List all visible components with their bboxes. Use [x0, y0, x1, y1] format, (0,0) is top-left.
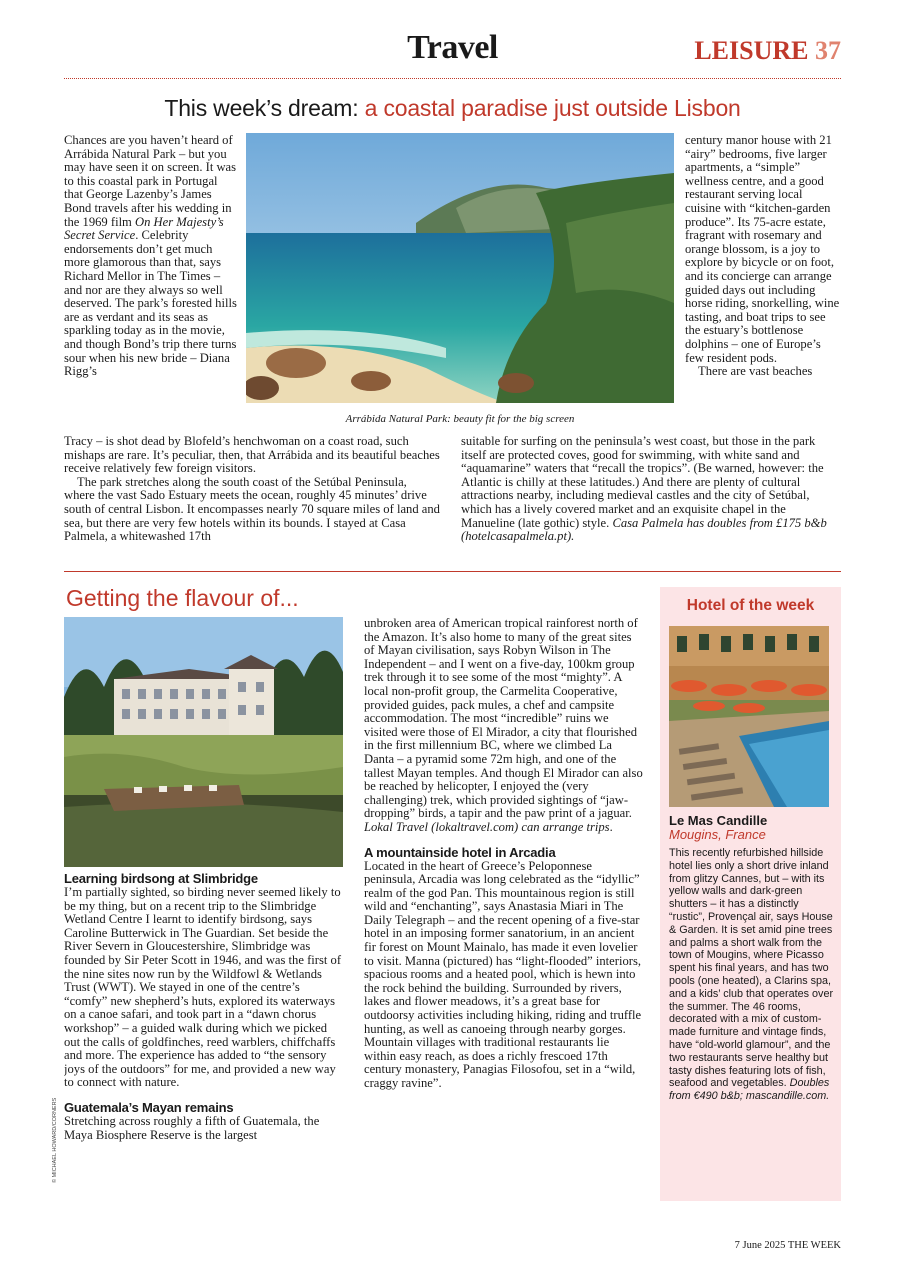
manna-hotel-photo-art: [64, 617, 343, 867]
hotel-name: Le Mas Candille: [669, 813, 768, 828]
photo-credit: © MICHAEL HOWARD/CORNERS: [52, 1097, 58, 1183]
dream-headline: [0, 94, 905, 122]
arrabida-photo-art: [246, 133, 674, 403]
section-title: Travel: [407, 29, 498, 66]
dream-right-para: century manor house with 21 “airy” bedrooms, five larger apartments, a “simple” wellness centre, and a good restaurant serving local cuisine with “kitchen-garden produce”. Its 75-acre estate, fragrant with rosemary and orange blossom, is a joy to explore by bicycle or on foot, and its concierge can arrange guided days out including horse riding, snorkelling, wine tasting, and boat trips to see the estuary’s bottlenose dolphins – one of Europe’s few resident pods.: [685, 134, 840, 365]
dream-text-right: [685, 134, 841, 444]
hotel-location: Mougins, France: [669, 827, 766, 842]
flavour-middle-column: unbroken area of American tropical rainforest north of the Amazon. It’s also home to many of the great sites of Mayan civilisation, says Robyn Wilson in The Independent – and I went on a five-day, 100km group trek through it to see some of the most “mighty”. A local non-profit group, the Carmelita Cooperative, provided guides, pack mules, a chef and campsite accommodation. The most “incredible” ruins we visited were those of El Mirador, a city that flourished in the first millennium BC, where we climbed La Danta – a pyramid some 72m high, and one of the tallest Mayan temples. And though El Mirador can also be reached by helicopter, I enjoyed the (very challenging) trek, which provided sightings of “jaw-dropping” birds, a tapir and the paw print of a jaguar. Lokal Travel (lokaltravel.com) can arrange trips. A mountainside hotel in Arcadia Located in the heart of Greece’s Peloponnese peninsula, Arcadia was long celebrated as the “idyllic” realm of the god Pan. This mountainous region is still wild and “enchanting”, says Anastasia Miari in The Daily Telegraph – and the recent opening of a five-star hotel in an imposing former sanatorium, in an ancient fir forest on Mount Mainalo, has made it even lovelier to visit. Manna (pictured) has “light-flooded” interiors, spacious rooms and a heated pool, which is hewn into the rock behind the building. Surrounded by rivers, lakes and flower meadows, it’s a great base for outdoorsy activities including hiking, riding and truffle hunting, as well as canoeing through nearby gorges. Mountain villages with traditional restaurants lie within easy reach, as does a richly frescoed 17th century monastery, Panagias Filosofou, set in a “wild, craggy ravine”.: [364, 617, 643, 1090]
hotel-heading: Hotel of the week: [686, 597, 815, 614]
page-label: [694, 36, 841, 66]
flavour-left-column: [64, 886, 346, 1208]
dream-text-bottom-right: [461, 435, 841, 561]
dream-right-indent: There are vast beaches: [698, 364, 813, 379]
section-divider: [64, 571, 841, 572]
footer-brand: THE WEEK: [787, 1240, 841, 1251]
dream-left-rest: . Celebrity endorsements don’t get much more glamorous than that, says Richard Mellor in The Times – and nor are they always so well deserved. The park’s forested hills are as verdant and its seas as sparkling today as in the movie, and though Bond’s trip there turns sour when his new bride – Diana Rigg’s: [64, 228, 237, 379]
arcadia-text: Located in the heart of Greece’s Peloponnese peninsula, Arcadia was long celebrated as the “idyllic” realm of the god Pan. This mountainous region is still wild and “enchanting”, says Anastasia Miari in The Daily Telegraph – and the recent opening of a five-star hotel in an imposing former sanatorium, in an ancient fir forest on Mount Mainalo, has made it even lovelier to visit. Manna (pictured) has “light-flooded” interiors, spacious rooms and a heated pool, which is hewn into the rock behind the building. Surrounded by rivers, lakes and flower meadows, it’s a great base for outdoorsy activities including hiking, riding and truffle hunting, as well as canoeing through nearby gorges. Mountain villages with traditional restaurants lie within easy reach, as does a richly frescoed 17th century monastery, Panagias Filosofou, set in a “wild, craggy ravine”.: [364, 858, 642, 1090]
dream-bottom-left-p1: Tracy – is shot dead by Blofeld’s henchwoman on a coast road, such mishaps are rare. It’s peculiar, then, that Arrábida and its beautiful beaches receive relatively few foreign visitors.: [64, 435, 440, 476]
footer-date: 7 June 2025: [734, 1240, 786, 1251]
arcadia-title: A mountainside hotel in Arcadia: [364, 844, 556, 860]
hotel-description: [669, 847, 835, 1195]
dream-text-left: [64, 134, 237, 432]
leisure-label: LEISURE: [694, 36, 809, 65]
flavour-heading: Getting the flavour of...: [66, 585, 299, 611]
dream-booking-info: Casa Palmela has doubles from £175 b&b (hotelcasapalmela.pt).: [461, 515, 827, 544]
hotel-price: Doubles from €490 b&b; mascandille.com.: [669, 1077, 830, 1103]
slimbridge-photo: [64, 617, 343, 867]
dream-bottom-right-text: suitable for surfing on the peninsula’s west coast, but those in the park itself are protected coves, good for swimming, with white sand and “aquamarine” waters that “recall the tropics”. (Be warned, however: the Atlantic is chilly at these latitudes.) And there are plenty of cultural attractions nearby, including medieval castles and the city of Setúbal, which has a lively covered market and an exquisite chapel in the Manueline (late gothic) style.: [461, 435, 824, 530]
dream-text-bottom-left: [64, 435, 440, 561]
hotel-text: This recently refurbished hillside hotel lies only a short drive inland from glitzy Cannes, but – with its yellow walls and dark-green shutters – it has a distinctly “rustic”, Provençal air, says House & Garden. It is set amid pine trees and palms a short walk from the town of Mougins, where Picasso spent his final years, and has two pools (one heated), a Clarins spa, and a kids’ club that operates over the summer. The 46 rooms, decorated with a mix of custom-made furniture and vintage finds, have “old-world glamour”, and the two restaurants serve healthy but tasty dishes featuring lots of fish, seafood and vegetables.: [669, 847, 834, 1090]
mayan-text: unbroken area of American tropical rainforest north of the Amazon. It’s also home to many of the great sites of Mayan civilisation, says Robyn Wilson in The Independent – and I went on a five-day, 100km group trek through it to see some of the most “mighty”. A local non-profit group, the Carmelita Cooperative, provided guides, pack mules, a chef and campsite accommodation. The most “incredible” ruins we visited were those of El Mirador, a city that flourished in the first millennium BC, where we climbed La Danta – a pyramid some 72m high, and one of the tallest Mayan temples. And though El Mirador can also be reached by helicopter, I enjoyed the (very challenging) trek, which provided sightings of “jaw-dropping” birds, a tapir and the paw print of a jaguar.: [364, 617, 643, 821]
page-number: 37: [815, 36, 841, 65]
hotel-photo-art: [669, 626, 829, 807]
dream-headline-lead: This week’s dream:: [164, 95, 359, 121]
birdsong-text: I’m partially sighted, so birding never seemed likely to be my thing, but on a recent trip to the Slimbridge Wetland Centre I learnt to identify birdsong, says Caroline Butterwick in The Guardian. Set beside the River Severn in Gloucestershire, Slimbridge was founded by Sir Peter Scott in 1946, and was the first of the nine sites now run by the Wildfowl & Wetlands Trust (WWT). We stayed in one of the centre’s “comfy” new shepherd’s huts, explored its waterways on a canoe safari, and took part in a “dawn chorus workshop” – a guided walk during which we picked out the calls of goldfinches, reed warblers, chiffchaffs and more. The experience has added to “the sensory joys of the outdoors” for me, and provided a new way to connect with nature.: [64, 886, 342, 1090]
arrabida-photo: [246, 133, 674, 403]
hotel-photo: [669, 626, 829, 807]
dream-left-intro: Chances are you haven’t heard of Arrábida Natural Park – but you may have seen it on screen. It was to this coastal park in Portugal that George Lazenby’s James Bond travels after his wedding in the 1969 film: [64, 134, 237, 229]
dream-headline-red: a coastal paradise just outside Lisbon: [364, 95, 741, 121]
film-title: On Her Majesty’s Secret Service: [64, 214, 224, 243]
masthead-rule: [64, 78, 841, 79]
dream-bottom-left-p2: The park stretches along the south coast of the Setúbal Peninsula, where the vast Sado Estuary meets the ocean, roughly 45 minutes’ drive south of central Lisbon. It encompasses nearly 70 square miles of land and sea, but there are very few hotels within its bounds. I stayed at Casa Palmela, a whitewashed 17th: [64, 474, 440, 544]
guatemala-text: Stretching across roughly a fifth of Guatemala, the Maya Biosphere Reserve is the largest: [64, 1113, 320, 1142]
guatemala-title: Guatemala’s Mayan remains: [64, 1099, 234, 1115]
birdsong-title: Learning birdsong at Slimbridge: [64, 871, 258, 886]
mayan-booking: Lokal Travel (lokaltravel.com) can arrange trips: [364, 819, 610, 834]
footer: [735, 1240, 841, 1252]
dream-photo-caption: Arrábida Natural Park: beauty fit for the big screen: [345, 413, 575, 425]
